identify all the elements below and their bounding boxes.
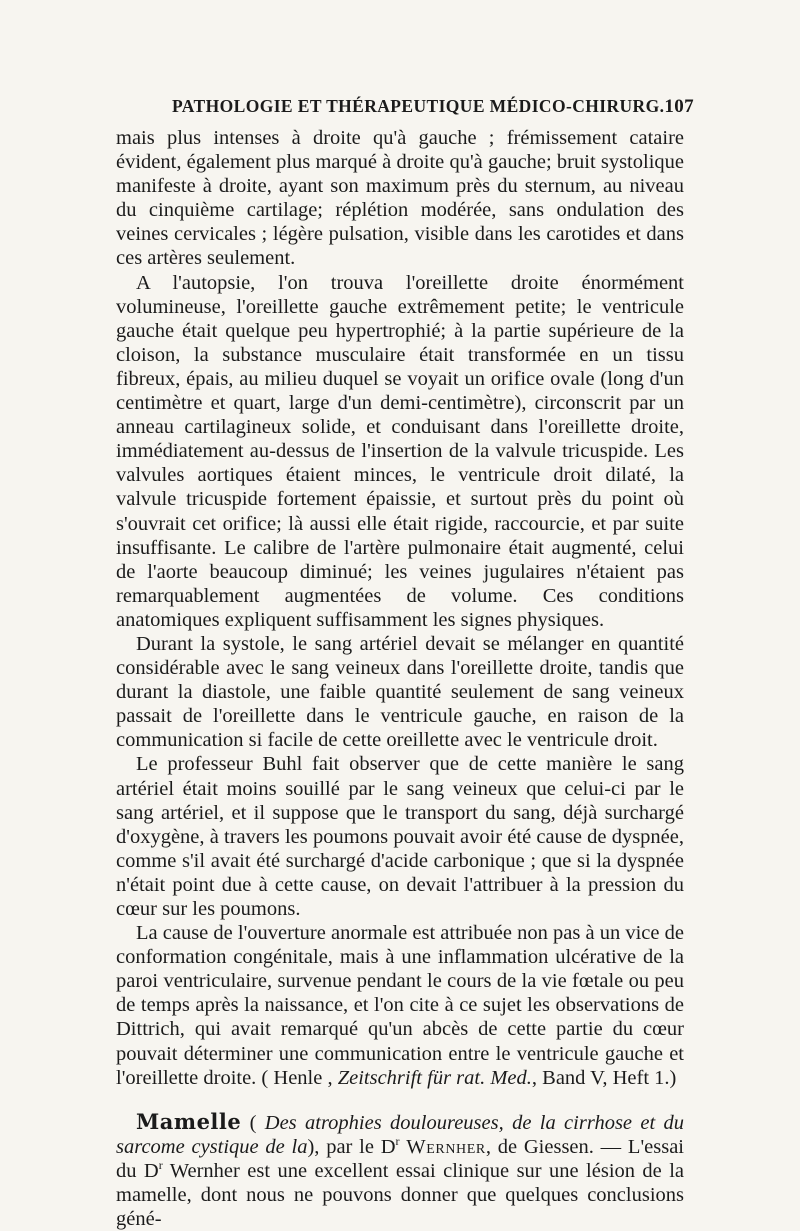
running-header [172, 96, 695, 118]
paragraph-cause [116, 921, 684, 1090]
close-paren: ), par le D [307, 1135, 396, 1158]
section-paragraph [116, 1110, 684, 1231]
section-text-middle: , de Giessen. — L'essai du D [116, 1135, 685, 1182]
section-text-end: Wernher est une excellent essai clinique sur une lésion de la mamelle, dont nous ne pouvons donner que quelques conclusions géné- [116, 1159, 684, 1231]
cause-text: La cause de l'ouverture anormale est attribuée non pas à un vice de conformation congénitale, mais à une inflammation ulcérative de la paroi ventriculaire, survenue pendant le cours de la vie fœtale ou peu de temps après la naissance, et l'on cite à ce sujet les observations de Dittrich, qui avait remarqué qu'un abcès de cette partie du cœur pouvait déterminer une communication entre le ventricule gauche et l'oreillette droite. ( Henle , [116, 922, 684, 1089]
section-mamelle [116, 1110, 684, 1231]
citation-tail: , Band V, Heft 1.) [531, 1066, 677, 1089]
body-text [116, 126, 684, 1231]
paragraph-autopsie: A l'autopsie, l'on trouva l'oreillette droite énormément volumineuse, l'oreillette gauche extrêmement petite; le ventricule gauche était quelque peu hypertrophié; à la partie supérieure de la cloison, la substance musculaire était transformée en un tissu fibreux, épais, au milieu duquel se voyait un orifice ovale (long d'un centimètre et quart, large d'un demi-centimètre), circonscrit par un anneau cartilagineux solide, et conduisant dans l'oreillette droite, immédiatement au-dessus de l'insertion de la valvule tricuspide. Les valvules aortiques étaient minces, le ventricule droit dilaté, la valvule tricuspide fortement épaissie, et surtout près du point où s'ouvrait cet orifice; là aussi elle était rigide, raccourcie, et par suite insuffisante. Le calibre de l'artère pulmonaire était augmenté, celui de l'aorte beaucoup diminué; les veines jugulaires n'étaient pas remarquablement augmentées de volume. Ces conditions anatomiques expliquent suffisamment les signes physiques. [116, 271, 684, 631]
article-title: Des atrophies douloureuses, de la cirrhose et du sarcome cystique de la [116, 1111, 685, 1158]
open-paren: ( [241, 1111, 265, 1134]
section-heading: Mamelle [136, 1108, 242, 1134]
doctor-superscript-2: r [158, 1158, 163, 1173]
page-number: 107 [664, 96, 695, 117]
paragraph-systole: Durant la systole, le sang artériel devait se mélanger en quantité considérable avec le sang veineux dans l'oreillette droite, tandis que durant la diastole, une faible quantité seulement de sang veineux passait de l'oreillette dans le ventricule gauche, en raison de la communication si facile de cette oreillette avec le ventricule droit. [116, 632, 684, 752]
paragraph-continuation: mais plus intenses à droite qu'à gauche ; frémissement cataire évident, également plus marqué à droite qu'à gauche; bruit systolique manifeste à droite, ayant son maximum près du sternum, au niveau du cinquième cartilage; réplétion modérée, sans ondulation des veines cervicales ; légère pulsation, visible dans les carotides et dans ces artères seulement. [116, 127, 684, 270]
journal-citation: Zeitschrift für rat. Med. [337, 1066, 532, 1089]
paragraph-buhl: Le professeur Buhl fait observer que de cette manière le sang artériel était moins souillé par le sang veineux que celui-ci par le sang artériel, et il suppose que le transport du sang, déjà surchargé d'oxygène, à travers les poumons pouvait avoir été cause de dyspnée, comme s'il avait été surchargé d'acide carbonique ; que si la dyspnée n'était point due à cette cause, on devait l'attribuer à la pression du cœur sur les poumons. [116, 753, 684, 920]
doctor-superscript: r [395, 1134, 400, 1149]
running-title: PATHOLOGIE ET THÉRAPEUTIQUE MÉDICO-CHIRURG. [172, 96, 665, 116]
author-name: Wernher [406, 1135, 486, 1158]
